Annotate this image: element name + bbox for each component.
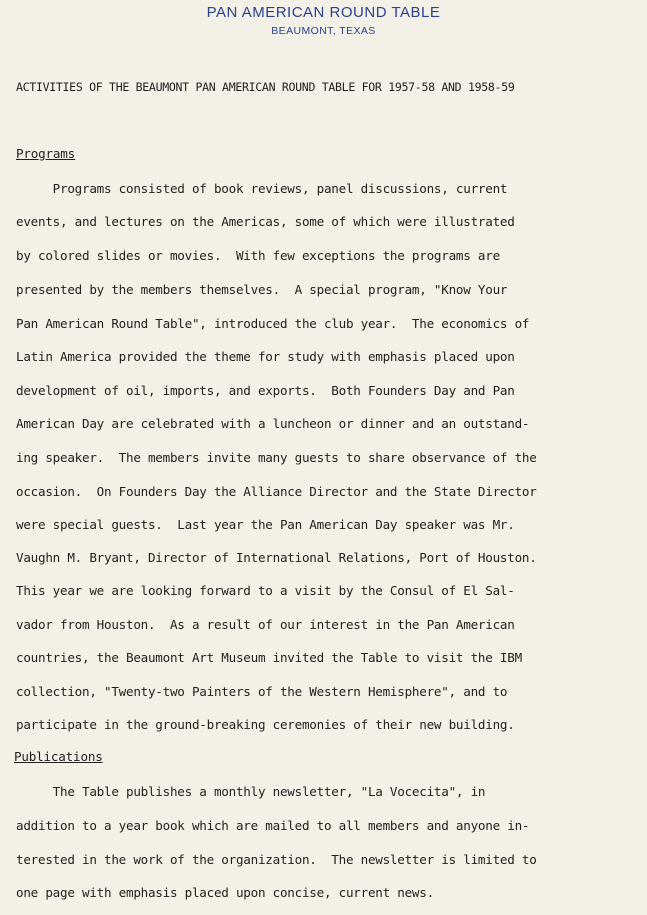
publications-line: one page with emphasis placed upon concise, current news.: [16, 885, 434, 900]
programs-line: Pan American Round Table", introduced the club year. The economics of: [16, 316, 530, 331]
programs-line: events, and lectures on the Americas, some of which were illustrated: [16, 214, 515, 229]
programs-line: presented by the members themselves. A special program, "Know Your: [16, 282, 508, 297]
letterhead-organization: PAN AMERICAN ROUND TABLE: [206, 4, 441, 21]
letterhead-location: BEAUMONT, TEXAS: [271, 25, 376, 37]
programs-line: This year we are looking forward to a visit by the Consul of El Sal-: [16, 583, 515, 598]
programs-line: countries, the Beaumont Art Museum invited the Table to visit the IBM: [16, 650, 522, 665]
programs-line: were special guests. Last year the Pan American Day speaker was Mr.: [16, 517, 515, 532]
programs-line: Vaughn M. Bryant, Director of International Relations, Port of Houston.: [16, 550, 537, 565]
publications-line: terested in the work of the organization. The newsletter is limited to: [16, 852, 537, 867]
programs-line: collection, "Twenty-two Painters of the Western Hemisphere", and to: [16, 684, 508, 699]
programs-line: ing speaker. The members invite many guests to share observance of the: [16, 450, 537, 465]
programs-line: Programs consisted of book reviews, panel discussions, current: [16, 181, 508, 196]
programs-line: by colored slides or movies. With few exceptions the programs are: [16, 248, 500, 263]
programs-line: occasion. On Founders Day the Alliance Director and the State Director: [16, 484, 537, 499]
document-title: ACTIVITIES OF THE BEAUMONT PAN AMERICAN ROUND TABLE FOR 1957-58 AND 1958-59: [16, 80, 515, 94]
publications-line: addition to a year book which are mailed to all members and anyone in-: [16, 818, 530, 833]
programs-line: Latin America provided the theme for study with emphasis placed upon: [16, 349, 515, 364]
publications-line: The Table publishes a monthly newsletter, "La Vocecita", in: [16, 784, 486, 799]
publications-heading: Publications: [14, 749, 103, 764]
programs-line: development of oil, imports, and exports. Both Founders Day and Pan: [16, 383, 515, 398]
programs-heading: Programs: [16, 146, 76, 161]
programs-line: vador from Houston. As a result of our interest in the Pan American: [16, 617, 515, 632]
programs-line: American Day are celebrated with a luncheon or dinner and an outstand-: [16, 416, 530, 431]
programs-line: participate in the ground-breaking ceremonies of their new building.: [16, 717, 515, 732]
